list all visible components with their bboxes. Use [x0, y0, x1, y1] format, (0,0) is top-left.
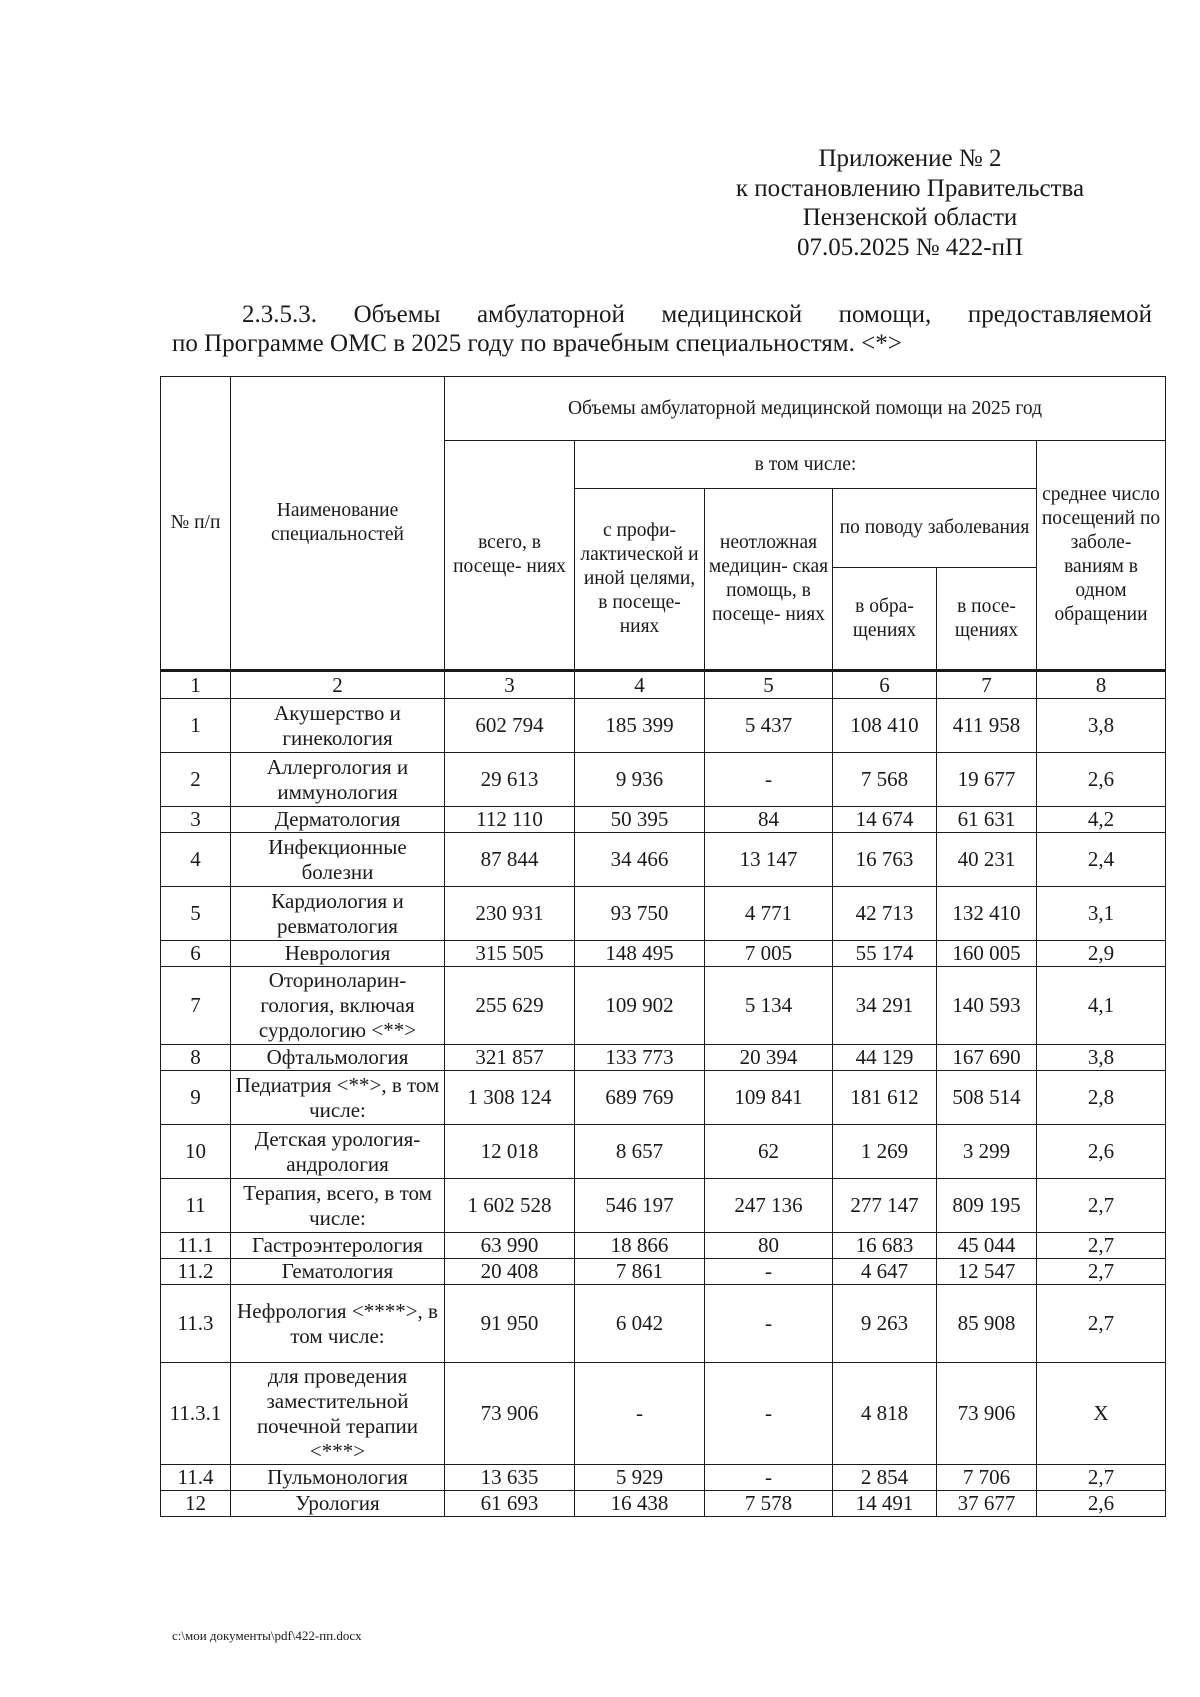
column-number: 8	[1037, 671, 1166, 699]
disease-appeals: 1 269	[833, 1125, 937, 1179]
appendix-number: Приложение № 2	[818, 145, 1002, 172]
table-row	[161, 699, 1166, 753]
table-row	[161, 1491, 1166, 1517]
total-visits: 321 857	[445, 1045, 575, 1071]
section-heading	[172, 300, 1152, 358]
urgent-visits: 4 771	[705, 887, 833, 941]
volumes-table	[160, 376, 1166, 1517]
specialty-name: Акушерство и гинекология	[231, 699, 445, 753]
disease-visits: 61 631	[937, 807, 1037, 833]
average-visits: 2,7	[1037, 1259, 1166, 1285]
table-row	[161, 1285, 1166, 1363]
disease-visits: 19 677	[937, 753, 1037, 807]
header-num: № п/п	[161, 377, 231, 671]
urgent-visits: 109 841	[705, 1071, 833, 1125]
urgent-visits: 84	[705, 807, 833, 833]
specialty-name: Гематология	[231, 1259, 445, 1285]
prophylactic-visits: 18 866	[575, 1233, 705, 1259]
specialty-name: Терапия, всего, в том числе:	[231, 1179, 445, 1233]
urgent-visits: -	[705, 753, 833, 807]
table-row	[161, 1071, 1166, 1125]
average-visits: 3,8	[1037, 699, 1166, 753]
disease-appeals: 42 713	[833, 887, 937, 941]
prophylactic-visits: 34 466	[575, 833, 705, 887]
total-visits: 230 931	[445, 887, 575, 941]
appendix-region: Пензенской области	[802, 204, 1018, 231]
row-number: 11.1	[161, 1233, 231, 1259]
specialty-name: Аллергология и иммунология	[231, 753, 445, 807]
table-row	[161, 807, 1166, 833]
average-visits: 2,7	[1037, 1233, 1166, 1259]
disease-appeals: 181 612	[833, 1071, 937, 1125]
header-average: среднее число посещений по заболе- ваниям в одном обращении	[1037, 441, 1166, 671]
specialty-name: Инфекционные болезни	[231, 833, 445, 887]
prophylactic-visits: 689 769	[575, 1071, 705, 1125]
total-visits: 13 635	[445, 1465, 575, 1491]
prophylactic-visits: 16 438	[575, 1491, 705, 1517]
disease-appeals: 14 491	[833, 1491, 937, 1517]
total-visits: 29 613	[445, 753, 575, 807]
row-number: 8	[161, 1045, 231, 1071]
total-visits: 73 906	[445, 1363, 575, 1465]
prophylactic-visits: 6 042	[575, 1285, 705, 1363]
average-visits: 2,7	[1037, 1285, 1166, 1363]
prophylactic-visits: 50 395	[575, 807, 705, 833]
urgent-visits: -	[705, 1465, 833, 1491]
disease-visits: 37 677	[937, 1491, 1037, 1517]
disease-appeals: 7 568	[833, 753, 937, 807]
file-path-footer: c:\мои документы\pdf\422-пп.docx	[172, 1628, 362, 1643]
row-number: 9	[161, 1071, 231, 1125]
disease-appeals: 108 410	[833, 699, 937, 753]
table-row	[161, 967, 1166, 1045]
prophylactic-visits: 93 750	[575, 887, 705, 941]
appendix-date-number: 07.05.2025 № 422-пП	[796, 233, 1024, 261]
column-number: 1	[161, 671, 231, 699]
header-prophylactic: с профи- лактической и иной целями, в посеще- ниях	[575, 489, 705, 671]
average-visits: 2,6	[1037, 1125, 1166, 1179]
average-visits: 2,6	[1037, 1491, 1166, 1517]
total-visits: 255 629	[445, 967, 575, 1045]
total-visits: 1 308 124	[445, 1071, 575, 1125]
column-number: 7	[937, 671, 1037, 699]
specialty-name: Нефрология <****>, в том числе:	[231, 1285, 445, 1363]
disease-visits: 40 231	[937, 833, 1037, 887]
specialty-name: Педиатрия <**>, в том числе:	[231, 1071, 445, 1125]
disease-appeals: 4 647	[833, 1259, 937, 1285]
average-visits: 2,8	[1037, 1071, 1166, 1125]
total-visits: 1 602 528	[445, 1179, 575, 1233]
table-row	[161, 1179, 1166, 1233]
disease-visits: 45 044	[937, 1233, 1037, 1259]
specialty-name: Офтальмология	[231, 1045, 445, 1071]
disease-appeals: 14 674	[833, 807, 937, 833]
section-heading-line2: по Программе ОМС в 2025 году по врачебным специальностям. <*>	[172, 330, 902, 357]
specialty-name: для проведения заместительной почечной терапии <***>	[231, 1363, 445, 1465]
total-visits: 315 505	[445, 941, 575, 967]
disease-appeals: 34 291	[833, 967, 937, 1045]
disease-appeals: 4 818	[833, 1363, 937, 1465]
header-including: в том числе:	[575, 441, 1037, 489]
average-visits: 2,4	[1037, 833, 1166, 887]
average-visits: 2,7	[1037, 1179, 1166, 1233]
row-number: 3	[161, 807, 231, 833]
specialty-name: Неврология	[231, 941, 445, 967]
total-visits: 112 110	[445, 807, 575, 833]
header-group: Объемы амбулаторной медицинской помощи на 2025 год	[445, 377, 1166, 441]
disease-visits: 809 195	[937, 1179, 1037, 1233]
disease-visits: 73 906	[937, 1363, 1037, 1465]
specialty-name: Дерматология	[231, 807, 445, 833]
prophylactic-visits: 9 936	[575, 753, 705, 807]
disease-appeals: 9 263	[833, 1285, 937, 1363]
urgent-visits: -	[705, 1363, 833, 1465]
header-urgent: неотложная медицин- ская помощь, в посеще- ниях	[705, 489, 833, 671]
column-number: 2	[231, 671, 445, 699]
disease-appeals: 2 854	[833, 1465, 937, 1491]
average-visits: 3,1	[1037, 887, 1166, 941]
prophylactic-visits: 8 657	[575, 1125, 705, 1179]
disease-visits: 508 514	[937, 1071, 1037, 1125]
disease-visits: 167 690	[937, 1045, 1037, 1071]
average-visits: 2,9	[1037, 941, 1166, 967]
prophylactic-visits: 185 399	[575, 699, 705, 753]
specialty-name: Пульмонология	[231, 1465, 445, 1491]
section-heading-line1: 2.3.5.3. Объемы амбулаторной медицинской помощи, предоставляемой	[242, 301, 1152, 328]
disease-visits: 411 958	[937, 699, 1037, 753]
disease-appeals: 55 174	[833, 941, 937, 967]
disease-appeals: 44 129	[833, 1045, 937, 1071]
disease-appeals: 277 147	[833, 1179, 937, 1233]
urgent-visits: -	[705, 1259, 833, 1285]
total-visits: 61 693	[445, 1491, 575, 1517]
disease-visits: 3 299	[937, 1125, 1037, 1179]
urgent-visits: -	[705, 1285, 833, 1363]
column-number: 5	[705, 671, 833, 699]
prophylactic-visits: 133 773	[575, 1045, 705, 1071]
table-body	[161, 699, 1166, 1517]
urgent-visits: 62	[705, 1125, 833, 1179]
row-number: 11.4	[161, 1465, 231, 1491]
total-visits: 12 018	[445, 1125, 575, 1179]
row-number: 11.3	[161, 1285, 231, 1363]
table-row	[161, 1045, 1166, 1071]
urgent-visits: 7 578	[705, 1491, 833, 1517]
column-number: 3	[445, 671, 575, 699]
disease-appeals: 16 763	[833, 833, 937, 887]
average-visits: X	[1037, 1363, 1166, 1465]
column-numbers-row	[161, 671, 1166, 699]
average-visits: 2,6	[1037, 753, 1166, 807]
specialty-name: Детская урология- андрология	[231, 1125, 445, 1179]
row-number: 12	[161, 1491, 231, 1517]
prophylactic-visits: 7 861	[575, 1259, 705, 1285]
total-visits: 63 990	[445, 1233, 575, 1259]
row-number: 4	[161, 833, 231, 887]
prophylactic-visits: 546 197	[575, 1179, 705, 1233]
header-disease: по поводу заболевания	[833, 489, 1037, 568]
urgent-visits: 80	[705, 1233, 833, 1259]
disease-appeals: 16 683	[833, 1233, 937, 1259]
row-number: 11.3.1	[161, 1363, 231, 1465]
table-row	[161, 1233, 1166, 1259]
total-visits: 91 950	[445, 1285, 575, 1363]
header-visits: в посе- щениях	[937, 568, 1037, 671]
disease-visits: 132 410	[937, 887, 1037, 941]
column-number: 4	[575, 671, 705, 699]
total-visits: 602 794	[445, 699, 575, 753]
table-row	[161, 887, 1166, 941]
row-number: 5	[161, 887, 231, 941]
row-number: 10	[161, 1125, 231, 1179]
urgent-visits: 7 005	[705, 941, 833, 967]
header-total: всего, в посеще- ниях	[445, 441, 575, 671]
table-row	[161, 941, 1166, 967]
specialty-name: Гастроэнтерология	[231, 1233, 445, 1259]
disease-visits: 7 706	[937, 1465, 1037, 1491]
specialty-name: Урология	[231, 1491, 445, 1517]
urgent-visits: 13 147	[705, 833, 833, 887]
column-number: 6	[833, 671, 937, 699]
table-row	[161, 1363, 1166, 1465]
row-number: 11	[161, 1179, 231, 1233]
urgent-visits: 20 394	[705, 1045, 833, 1071]
table-row	[161, 833, 1166, 887]
average-visits: 4,1	[1037, 967, 1166, 1045]
row-number: 6	[161, 941, 231, 967]
table-row	[161, 1125, 1166, 1179]
prophylactic-visits: -	[575, 1363, 705, 1465]
appendix-header	[690, 144, 1130, 262]
row-number: 11.2	[161, 1259, 231, 1285]
urgent-visits: 5 134	[705, 967, 833, 1045]
prophylactic-visits: 109 902	[575, 967, 705, 1045]
table-row	[161, 1259, 1166, 1285]
urgent-visits: 247 136	[705, 1179, 833, 1233]
average-visits: 4,2	[1037, 807, 1166, 833]
disease-visits: 140 593	[937, 967, 1037, 1045]
disease-visits: 85 908	[937, 1285, 1037, 1363]
table-row	[161, 753, 1166, 807]
disease-visits: 12 547	[937, 1259, 1037, 1285]
total-visits: 20 408	[445, 1259, 575, 1285]
specialty-name: Кардиология и ревматология	[231, 887, 445, 941]
row-number: 7	[161, 967, 231, 1045]
specialty-name: Оториноларин- гология, включая сурдологию <**>	[231, 967, 445, 1045]
disease-visits: 160 005	[937, 941, 1037, 967]
prophylactic-visits: 5 929	[575, 1465, 705, 1491]
total-visits: 87 844	[445, 833, 575, 887]
average-visits: 3,8	[1037, 1045, 1166, 1071]
header-name: Наименование специальностей	[231, 377, 445, 671]
prophylactic-visits: 148 495	[575, 941, 705, 967]
appendix-resolution: к постановлению Правительства	[735, 174, 1085, 202]
average-visits: 2,7	[1037, 1465, 1166, 1491]
row-number: 2	[161, 753, 231, 807]
header-appeals: в обра- щениях	[833, 568, 937, 671]
row-number: 1	[161, 699, 231, 753]
urgent-visits: 5 437	[705, 699, 833, 753]
table-row	[161, 1465, 1166, 1491]
